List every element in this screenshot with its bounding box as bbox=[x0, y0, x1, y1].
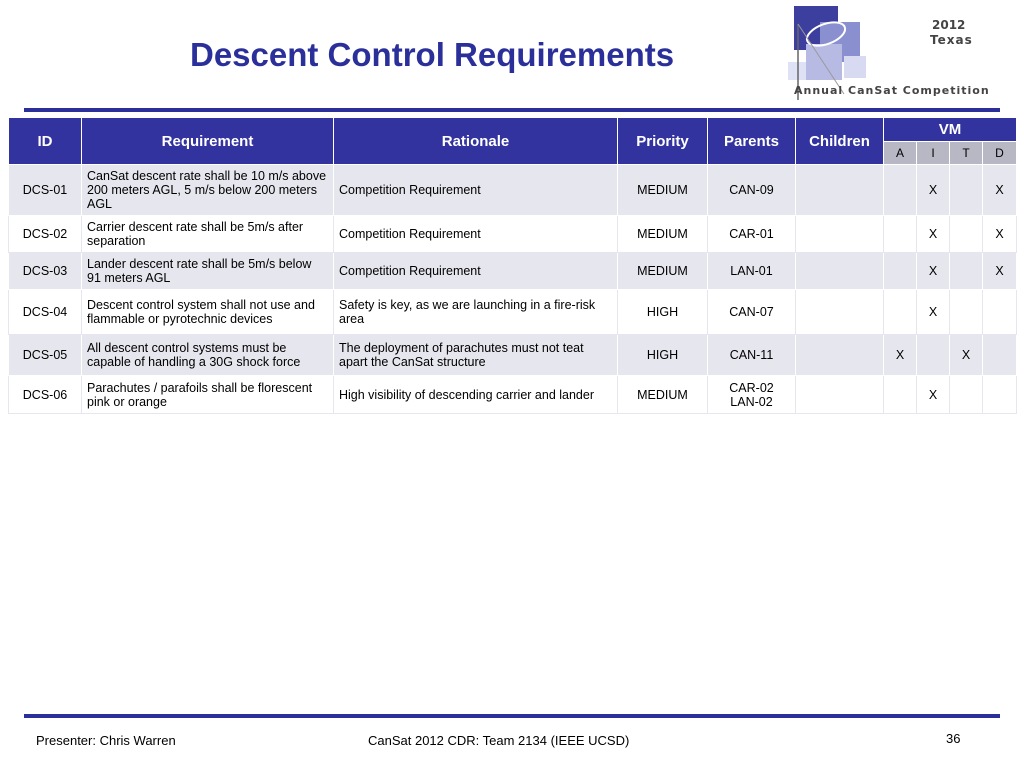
cell-id: DCS-05 bbox=[9, 335, 82, 376]
cell-priority: MEDIUM bbox=[618, 253, 708, 290]
cell-rationale: Competition Requirement bbox=[334, 165, 618, 216]
logo-competition-name: Annual CanSat Competition bbox=[794, 84, 990, 97]
footer-presenter: Presenter: Chris Warren bbox=[36, 733, 176, 748]
footer-event: CanSat 2012 CDR: Team 2134 (IEEE UCSD) bbox=[368, 733, 630, 748]
cell-vm-t bbox=[950, 165, 983, 216]
cell-priority: HIGH bbox=[618, 335, 708, 376]
header-vm-i: I bbox=[917, 142, 950, 165]
header-requirement: Requirement bbox=[82, 118, 334, 165]
table-row bbox=[9, 335, 1017, 376]
page-number: 36 bbox=[946, 731, 961, 746]
cell-vm-i: X bbox=[917, 165, 950, 216]
cell-priority: MEDIUM bbox=[618, 165, 708, 216]
cell-rationale: Safety is key, as we are launching in a fire-risk area bbox=[334, 290, 618, 335]
cell-children bbox=[796, 216, 884, 253]
cell-vm-a: X bbox=[884, 335, 917, 376]
cell-vm-i: X bbox=[917, 216, 950, 253]
cell-children bbox=[796, 165, 884, 216]
header-rule bbox=[24, 108, 1000, 112]
cell-vm-a bbox=[884, 165, 917, 216]
cell-parents: CAR-02 LAN-02 bbox=[708, 376, 796, 414]
cell-vm-t bbox=[950, 290, 983, 335]
requirements-table bbox=[8, 117, 1017, 414]
cell-requirement: Lander descent rate shall be 5m/s below 91 meters AGL bbox=[82, 253, 334, 290]
cell-parents: CAN-11 bbox=[708, 335, 796, 376]
cell-parents: CAN-09 bbox=[708, 165, 796, 216]
header-priority: Priority bbox=[618, 118, 708, 165]
cell-priority: HIGH bbox=[618, 290, 708, 335]
cell-children bbox=[796, 376, 884, 414]
cell-requirement: Descent control system shall not use and flammable or pyrotechnic devices bbox=[82, 290, 334, 335]
cell-rationale: High visibility of descending carrier and lander bbox=[334, 376, 618, 414]
header-parents: Parents bbox=[708, 118, 796, 165]
table-row bbox=[9, 165, 1017, 216]
cell-rationale: The deployment of parachutes must not teat apart the CanSat structure bbox=[334, 335, 618, 376]
cell-id: DCS-01 bbox=[9, 165, 82, 216]
cell-rationale: Competition Requirement bbox=[334, 216, 618, 253]
cell-vm-i: X bbox=[917, 253, 950, 290]
cell-vm-t: X bbox=[950, 335, 983, 376]
cell-vm-t bbox=[950, 253, 983, 290]
cell-vm-t bbox=[950, 376, 983, 414]
cell-requirement: CanSat descent rate shall be 10 m/s above 200 meters AGL, 5 m/s below 200 meters AGL bbox=[82, 165, 334, 216]
table-row bbox=[9, 216, 1017, 253]
cell-requirement: Carrier descent rate shall be 5m/s after separation bbox=[82, 216, 334, 253]
cell-vm-d bbox=[983, 376, 1017, 414]
cell-vm-i: X bbox=[917, 290, 950, 335]
header-vm-a: A bbox=[884, 142, 917, 165]
cell-parents: CAR-01 bbox=[708, 216, 796, 253]
cell-vm-d bbox=[983, 335, 1017, 376]
cell-vm-t bbox=[950, 216, 983, 253]
cell-children bbox=[796, 253, 884, 290]
cell-parents: CAN-07 bbox=[708, 290, 796, 335]
cell-requirement: All descent control systems must be capable of handling a 30G shock force bbox=[82, 335, 334, 376]
competition-logo bbox=[784, 4, 1016, 104]
logo-location: Texas bbox=[930, 33, 973, 47]
table-row bbox=[9, 376, 1017, 414]
cell-vm-a bbox=[884, 376, 917, 414]
cell-vm-d bbox=[983, 290, 1017, 335]
cell-vm-a bbox=[884, 290, 917, 335]
cell-id: DCS-04 bbox=[9, 290, 82, 335]
cell-priority: MEDIUM bbox=[618, 376, 708, 414]
header-vm: VM bbox=[884, 118, 1017, 142]
header-id: ID bbox=[9, 118, 82, 165]
header-vm-d: D bbox=[983, 142, 1017, 165]
table-row bbox=[9, 290, 1017, 335]
cell-vm-a bbox=[884, 216, 917, 253]
cell-children bbox=[796, 335, 884, 376]
header-children: Children bbox=[796, 118, 884, 165]
cell-requirement: Parachutes / parafoils shall be florescent pink or orange bbox=[82, 376, 334, 414]
cell-parents: LAN-01 bbox=[708, 253, 796, 290]
cell-vm-d: X bbox=[983, 253, 1017, 290]
cell-vm-d: X bbox=[983, 165, 1017, 216]
cell-id: DCS-02 bbox=[9, 216, 82, 253]
header-vm-t: T bbox=[950, 142, 983, 165]
logo-year: 2012 bbox=[932, 18, 966, 32]
cell-id: DCS-03 bbox=[9, 253, 82, 290]
footer-rule bbox=[24, 714, 1000, 718]
cell-children bbox=[796, 290, 884, 335]
cell-vm-i: X bbox=[917, 376, 950, 414]
cell-priority: MEDIUM bbox=[618, 216, 708, 253]
cell-vm-i bbox=[917, 335, 950, 376]
header-rationale: Rationale bbox=[334, 118, 618, 165]
table-row bbox=[9, 253, 1017, 290]
page-title: Descent Control Requirements bbox=[190, 36, 675, 73]
cell-id: DCS-06 bbox=[9, 376, 82, 414]
cell-vm-d: X bbox=[983, 216, 1017, 253]
cell-rationale: Competition Requirement bbox=[334, 253, 618, 290]
cell-vm-a bbox=[884, 253, 917, 290]
